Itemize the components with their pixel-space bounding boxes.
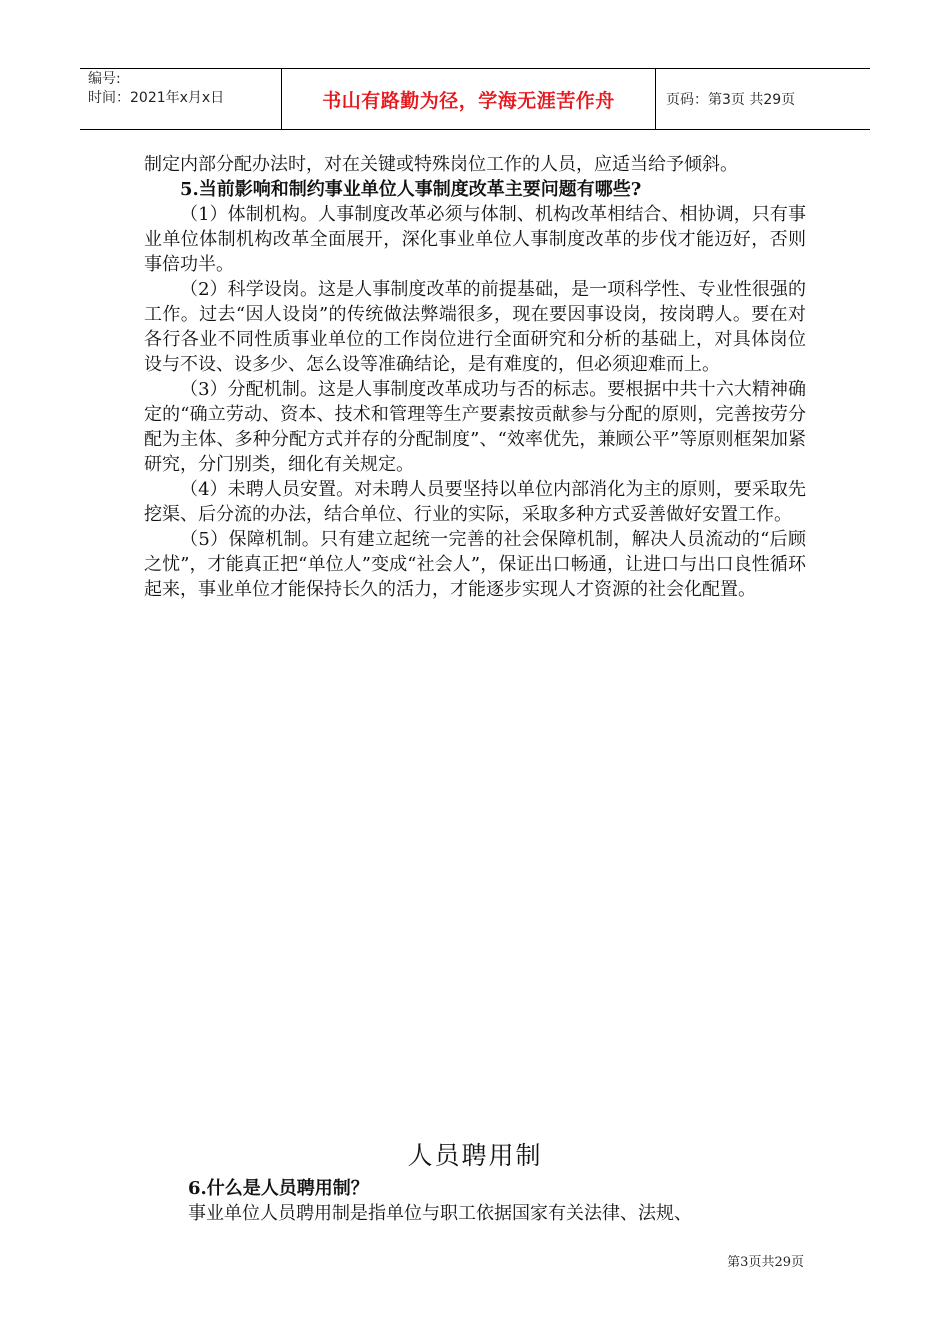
answer-item-1: （1）体制机构。人事制度改革必须与体制、机构改革相结合、相协调，只有事业单位体制机构改革全面展开，深化事业单位人事制度改革的步伐才能迈好，否则事倍功半。 — [144, 204, 806, 275]
header-motto: 书山有路勤为径，学海无涯苦作舟 — [282, 69, 656, 129]
answer-item-5: （5）保障机制。只有建立起统一完善的社会保障机制，解决人员流动的“后顾之忧”，才能真正把“单位人”变成“社会人”，保证出口畅通，让进口与出口良性循环起来，事业单位才能保持长久的活力，才能逐步实现人才资源的社会化配置。 — [144, 529, 806, 600]
question-5-heading: 5.当前影响和制约事业单位人事制度改革主要问题有哪些? — [180, 179, 642, 200]
main-content — [144, 152, 806, 602]
answer-6-paragraph: 事业单位人员聘用制是指单位与职工依据国家有关法律、法规、 — [188, 1203, 692, 1224]
page-header — [80, 68, 870, 130]
document-number-label: 编号: — [88, 71, 121, 87]
answer-item-4: （4）未聘人员安置。对未聘人员要坚持以单位内部消化为主的原则，要采取先挖渠、后分流的办法，结合单位、行业的实际，采取多种方式妥善做好安置工作。 — [144, 479, 806, 525]
document-time-label: 时间：2021年x月x日 — [88, 90, 225, 106]
section-title: 人员聘用制 — [407, 1141, 543, 1170]
answer-item-3: （3）分配机制。这是人事制度改革成功与否的标志。要根据中共十六大精神确定的“确立劳动、资本、技术和管理等生产要素按贡献参与分配的原则，完善按劳分配为主体、多种分配方式并存的分配制度”、“效率优先，兼顾公平”等原则框架加紧研究，分门别类，细化有关规定。 — [144, 379, 806, 475]
header-meta — [80, 69, 282, 129]
question-6-heading: 6.什么是人员聘用制？ — [188, 1178, 369, 1199]
header-page-code: 页码：第3页 共29页 — [666, 92, 796, 108]
section-content — [188, 1176, 828, 1226]
answer-item-2: （2）科学设岗。这是人事制度改革的前提基础，是一项科学性、专业性很强的工作。过去“因人设岗”的传统做法弊端很多，现在要因事设岗，按岗聘人。要在对各行各业不同性质事业单位的工作岗位进行全面研究和分析的基础上，对具体岗位设与不设、设多少、怎么设等准确结论，是有难度的，但必须迎难而上。 — [144, 279, 806, 375]
continuation-paragraph: 制定内部分配办法时，对在关键或特殊岗位工作的人员，应适当给予倾斜。 — [144, 154, 738, 175]
page-footer: 第3页共29页 — [727, 1255, 804, 1270]
